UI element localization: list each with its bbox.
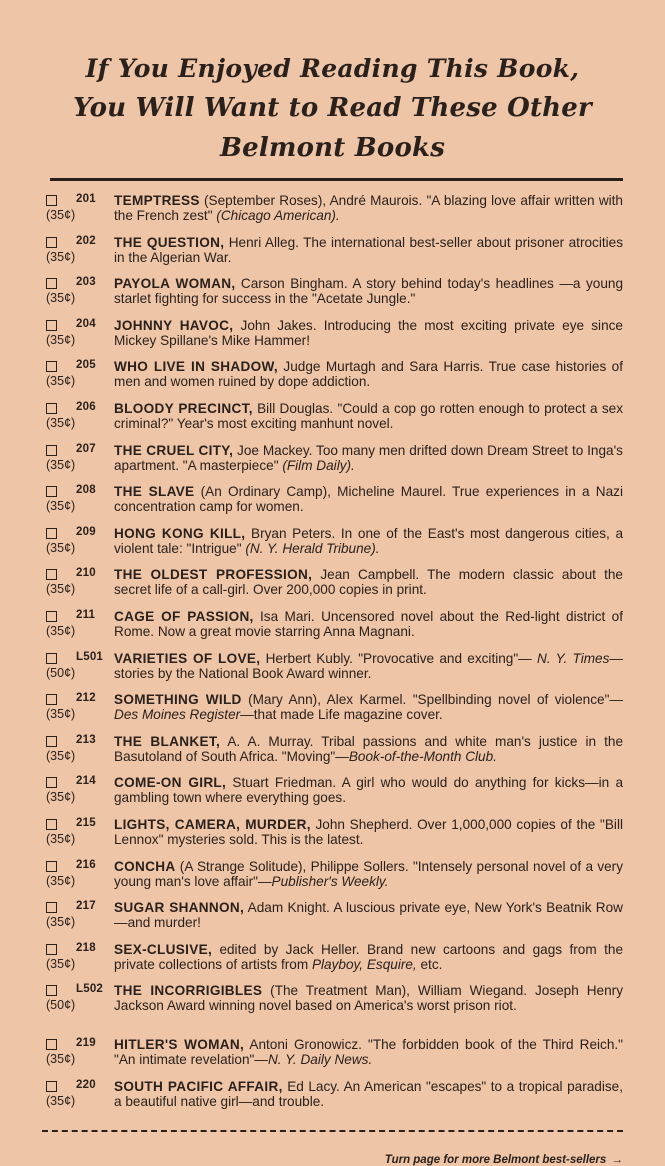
book-blurb: A. A. Murray. Tribal passions and white man's justice in the Basutoland of South Africa. "Moving"— (114, 733, 624, 764)
dashed-divider (42, 1130, 623, 1132)
book-number: 204 (76, 317, 96, 330)
book-title: THE OLDEST PROFESSION, (114, 567, 313, 583)
book-price: (35¢) (46, 1052, 76, 1067)
book-blurb: Herbert Kubly. "Provocative and exciting"— (260, 650, 538, 666)
order-info (46, 443, 114, 479)
book-number: 210 (76, 567, 96, 580)
book-description (114, 1037, 623, 1067)
list-item (46, 692, 623, 734)
order-info (46, 817, 114, 853)
book-title: COME-ON GIRL, (114, 775, 227, 791)
book-blurb-end: etc. (416, 956, 443, 972)
arrow-right-icon: → (611, 1154, 623, 1166)
book-blurb: (An Ordinary Camp), Micheline Maurel. True experiences in a Nazi concentration camp for women. (114, 484, 623, 515)
book-blurb: Henri Alleg. The international best-seller about prisoner atrocities in the Algerian War. (114, 234, 623, 265)
book-price: (35¢) (46, 540, 76, 555)
list-item (46, 526, 623, 568)
book-source: Playboy, Esquire, (311, 956, 417, 972)
order-checkbox[interactable] (46, 819, 57, 830)
book-price: (35¢) (46, 291, 76, 306)
book-description (114, 900, 623, 930)
book-blurb: John Jakes. Introducing the most exciting private eye since Mickey Spillane's Mike Hammer! (114, 317, 623, 348)
order-checkbox[interactable] (46, 1081, 57, 1092)
book-price: (50¢) (46, 998, 76, 1013)
book-title: SUGAR SHANNON, (114, 900, 245, 916)
heading-rule (50, 178, 623, 181)
book-price: (35¢) (46, 915, 76, 930)
book-blurb-end: —that made Life magazine cover. (240, 707, 443, 723)
book-title: SOUTH PACIFIC AFFAIR, (114, 1078, 283, 1094)
book-source: (N. Y. Herald Tribune). (245, 540, 380, 556)
book-description (114, 942, 623, 972)
book-price: (35¢) (46, 249, 76, 264)
list-item (46, 942, 623, 984)
list-item (46, 193, 623, 235)
book-price: (35¢) (46, 415, 76, 430)
book-blurb: Joe Mackey. Too many men drifted down Dream Street to Inga's apartment. "A masterpiece" (114, 442, 623, 473)
book-title: BLOODY PRECINCT, (114, 400, 253, 416)
order-info (46, 359, 114, 395)
book-source: Des Moines Register (114, 707, 241, 723)
list-item (46, 1037, 623, 1079)
list-item (46, 859, 623, 901)
book-title: HONG KONG KILL, (114, 525, 246, 541)
order-checkbox[interactable] (46, 861, 57, 872)
order-checkbox[interactable] (46, 486, 57, 497)
order-info (46, 609, 114, 645)
order-info (46, 651, 114, 687)
book-number: 213 (76, 733, 96, 746)
book-title: THE BLANKET, (114, 733, 221, 749)
order-info (46, 276, 114, 312)
book-title: JOHNNY HAVOC, (114, 317, 234, 333)
order-checkbox[interactable] (46, 278, 57, 289)
book-blurb: (A Strange Solitude), Philippe Sollers. "Intensely personal novel of a very young man's love affair"— (114, 858, 623, 889)
order-info (46, 859, 114, 895)
book-source: Book-of-the-Month Club. (348, 748, 497, 764)
order-checkbox[interactable] (46, 985, 57, 996)
book-source: Publisher's Weekly. (271, 873, 389, 889)
book-title: TEMPTRESS (114, 193, 200, 208)
book-description (114, 401, 623, 431)
book-title: CAGE OF PASSION, (114, 608, 254, 624)
book-price: (35¢) (46, 499, 76, 514)
book-price: (35¢) (46, 582, 76, 597)
list-item (46, 401, 623, 443)
book-blurb: John Shepherd. Over 1,000,000 copies of the "Bill Lennox" mysteries sold. This is the latest. (114, 816, 623, 847)
book-blurb: (The Treatment Man), William Wiegand. Joseph Henry Jackson Award winning novel based on America's worst prison riot. (114, 983, 623, 1014)
book-description (114, 651, 623, 681)
book-description (114, 983, 623, 1013)
book-number: 203 (76, 276, 96, 289)
book-description (114, 526, 623, 556)
order-info (46, 567, 114, 603)
footer-note (42, 1154, 623, 1166)
order-checkbox[interactable] (46, 777, 57, 788)
book-title: THE INCORRIGIBLES (114, 983, 263, 999)
book-number: 201 (76, 193, 96, 205)
order-info (46, 1079, 114, 1115)
list-item (46, 1079, 623, 1121)
book-price: (35¢) (46, 1093, 76, 1108)
order-info (46, 692, 114, 728)
list-item (46, 318, 623, 360)
list-item (46, 775, 623, 817)
book-blurb: (September Roses), André Maurois. "A blazing love affair written with the French zest" (114, 193, 623, 223)
book-description (114, 276, 623, 306)
order-checkbox[interactable] (46, 237, 57, 248)
book-number: 216 (76, 858, 96, 871)
book-title: SOMETHING WILD (114, 692, 242, 708)
book-blurb: Bill Douglas. "Could a cop go rotten enough to protect a sex criminal?" Year's most exciting manhunt novel. (114, 400, 624, 431)
book-number: 212 (76, 692, 96, 705)
book-blurb: Bryan Peters. In one of the East's most dangerous cities, a violent tale: "Intrigue" (114, 525, 623, 556)
book-description (114, 359, 623, 389)
book-number: 217 (76, 900, 96, 913)
book-number: 202 (76, 234, 96, 247)
book-blurb: Isa Mari. Uncensored novel about the Red-light district of Rome. Now a great movie starring Anna Magnani. (114, 608, 623, 639)
order-checkbox[interactable] (46, 403, 57, 414)
book-description (114, 567, 623, 597)
book-number: 215 (76, 816, 96, 829)
list-item (46, 900, 623, 942)
order-info (46, 484, 114, 520)
book-description (114, 235, 623, 265)
book-number: 209 (76, 525, 96, 538)
order-checkbox[interactable] (46, 611, 57, 622)
list-item (46, 983, 623, 1037)
order-info (46, 942, 114, 978)
order-checkbox[interactable] (46, 902, 57, 913)
book-number: 214 (76, 775, 96, 788)
book-price: (35¢) (46, 748, 76, 763)
list-item (46, 609, 623, 651)
book-description (114, 609, 623, 639)
book-blurb-end: —stories by the National Book Award winner. (114, 650, 623, 681)
book-blurb: Judge Murtagh and Sara Harris. True case histories of men and women ruined by dope addiction. (114, 359, 624, 390)
book-source: (Chicago American). (216, 208, 340, 223)
order-checkbox[interactable] (46, 361, 57, 372)
book-number: 219 (76, 1037, 96, 1050)
order-checkbox[interactable] (46, 569, 57, 580)
book-number: L502 (76, 983, 104, 996)
book-price: (35¢) (46, 790, 76, 805)
book-description (114, 318, 623, 348)
book-price: (50¢) (46, 665, 76, 680)
book-title: THE QUESTION, (114, 234, 225, 250)
book-price: (35¢) (46, 707, 76, 722)
book-description (114, 484, 623, 514)
book-description (114, 775, 623, 805)
list-item (46, 651, 623, 693)
book-price: (35¢) (46, 956, 76, 971)
book-description (114, 734, 623, 764)
book-title: WHO LIVE IN SHADOW, (114, 359, 278, 375)
order-info (46, 235, 114, 271)
order-info (46, 1037, 114, 1073)
book-number: 205 (76, 359, 96, 372)
order-info (46, 775, 114, 811)
book-title: THE SLAVE (114, 484, 195, 500)
heading-line-2: You Will Want to Read These Other Belmont Books (73, 93, 592, 163)
footer-text: Turn page for more Belmont best-sellers (384, 1154, 607, 1166)
order-info (46, 193, 114, 229)
book-source: N. Y. Times (537, 650, 610, 666)
book-blurb: Ed Lacy. An American "escapes" to a tropical paradise, a beautiful native girl—and trouble. (114, 1078, 623, 1109)
order-checkbox[interactable] (46, 195, 57, 206)
order-info (46, 983, 114, 1019)
book-number: L501 (76, 650, 104, 663)
list-item (46, 734, 623, 776)
order-checkbox[interactable] (46, 528, 57, 539)
order-checkbox[interactable] (46, 736, 57, 747)
order-checkbox[interactable] (46, 944, 57, 955)
book-title: THE CRUEL CITY, (114, 442, 234, 458)
order-checkbox[interactable] (46, 445, 57, 456)
book-price: (35¢) (46, 831, 76, 846)
book-description (114, 1079, 623, 1109)
order-checkbox[interactable] (46, 1039, 57, 1050)
list-item (46, 359, 623, 401)
book-title: CONCHA (114, 858, 176, 874)
book-description (114, 692, 623, 722)
list-item (46, 567, 623, 609)
order-info (46, 734, 114, 770)
book-number: 218 (76, 941, 96, 954)
list-item (46, 235, 623, 277)
book-price: (35¢) (46, 208, 76, 222)
book-number: 220 (76, 1078, 96, 1091)
list-item (46, 443, 623, 485)
book-title: HITLER'S WOMAN, (114, 1037, 245, 1053)
book-source: N. Y. Daily News. (267, 1052, 373, 1068)
order-info (46, 401, 114, 437)
list-item (46, 484, 623, 526)
book-blurb: (Mary Ann), Alex Karmel. "Spellbinding novel of violence"— (241, 692, 623, 708)
book-title: PAYOLA WOMAN, (114, 276, 236, 292)
book-blurb: Adam Knight. A luscious private eye, New York's Beatnik Row—and murder! (114, 900, 623, 931)
book-list (46, 193, 623, 1120)
heading-line-1: If You Enjoyed Reading This Book, (85, 54, 580, 83)
book-number: 211 (76, 608, 96, 621)
book-description (114, 443, 623, 473)
order-checkbox[interactable] (46, 653, 57, 664)
order-info (46, 900, 114, 936)
book-blurb: edited by Jack Heller. Brand new cartoons and gags from the private collections of artists from (114, 941, 623, 972)
book-description (114, 193, 623, 223)
book-blurb: Jean Campbell. The modern classic about the secret life of a call-girl. Over 200,000 copies in print. (114, 567, 623, 598)
page-heading (42, 50, 623, 168)
book-title: LIGHTS, CAMERA, MURDER, (114, 816, 311, 832)
book-price: (35¢) (46, 623, 76, 638)
book-price: (35¢) (46, 374, 76, 389)
list-item (46, 276, 623, 318)
book-price: (35¢) (46, 457, 76, 472)
book-description (114, 817, 623, 847)
order-info (46, 318, 114, 354)
book-number: 208 (76, 484, 96, 497)
book-title: VARIETIES OF LOVE, (114, 650, 261, 666)
book-price: (35¢) (46, 873, 76, 888)
book-description (114, 859, 623, 889)
book-blurb: Antoni Gronowicz. "The forbidden book of the Third Reich." "An intimate revelation"— (114, 1037, 623, 1068)
order-checkbox[interactable] (46, 694, 57, 705)
order-info (46, 526, 114, 562)
order-checkbox[interactable] (46, 320, 57, 331)
book-price: (35¢) (46, 332, 76, 347)
list-item (46, 817, 623, 859)
book-blurb: Stuart Friedman. A girl who would do anything for kicks—in a gambling town where everything goes. (114, 775, 623, 806)
book-blurb: Carson Bingham. A story behind today's headlines —a young starlet fighting for success in the "Acetate Jungle." (114, 276, 623, 307)
book-source: (Film Daily). (282, 457, 355, 473)
book-title: SEX-CLUSIVE, (114, 941, 213, 957)
book-number: 207 (76, 442, 96, 455)
book-number: 206 (76, 400, 96, 413)
